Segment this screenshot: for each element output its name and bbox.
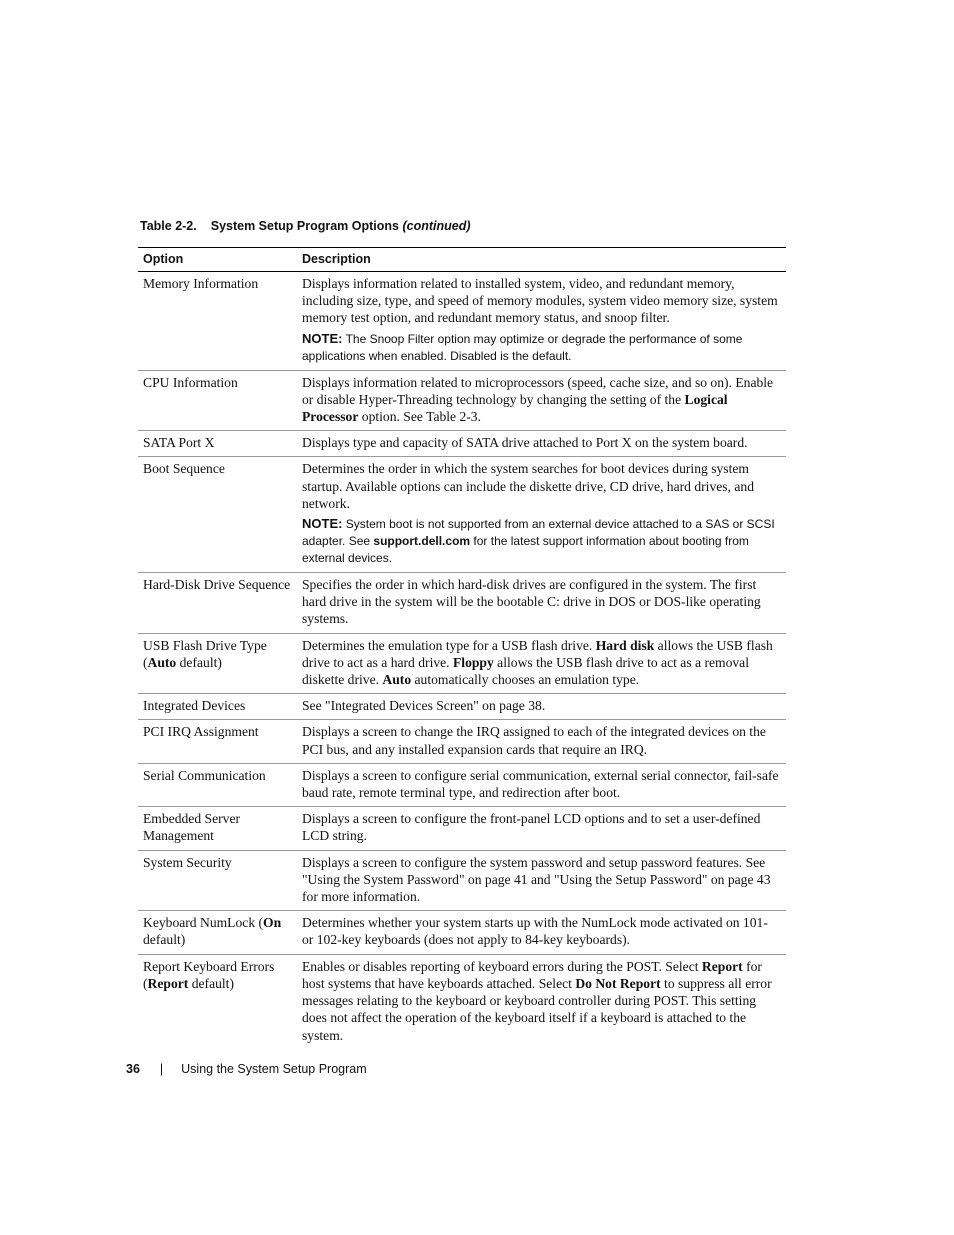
description-cell (297, 272, 786, 371)
text-run: USB Flash Drive Type ( (143, 637, 267, 670)
option-cell (138, 850, 297, 911)
text-run: PCI IRQ Assignment (143, 724, 259, 740)
text-run: default) (188, 975, 234, 991)
bold-term: Auto (382, 672, 412, 688)
text-run: See "Integrated Devices Screen" on page 38. (302, 698, 546, 714)
text-run: Displays information related to installed system, video, and redundant memory, including size, type, and speed of memory modules, system video memory size, system memory test option, and redundant memory status, and snoop filter. (302, 276, 778, 326)
text-run: Displays information related to microprocessors (speed, cache size, and so on). Enable or disable Hyper-Threading technology by changing the setting of the (302, 374, 774, 407)
bold-term: Floppy (452, 654, 494, 670)
bold-term: Report (147, 975, 189, 991)
text-run: The Snoop Filter option may optimize or degrade the performance of some applications when enabled. Disabled is the default. (302, 331, 743, 363)
description-cell (297, 457, 786, 573)
option-cell (138, 807, 297, 850)
bold-term: Hard disk (595, 637, 655, 653)
option-cell (138, 272, 297, 371)
text-run: Hard-Disk Drive Sequence (143, 577, 291, 593)
option-cell (138, 431, 297, 457)
text-run: System Security (143, 854, 232, 870)
description-text (302, 275, 782, 327)
page-footer (126, 1062, 367, 1076)
description-text (302, 767, 782, 801)
option-cell (138, 370, 297, 431)
description-cell (297, 807, 786, 850)
bold-term: Do Not Report (575, 975, 661, 991)
text-run: Boot Sequence (143, 461, 225, 477)
text-run: SATA Port X (143, 435, 215, 451)
text-run: Integrated Devices (143, 698, 246, 714)
text-run: option. See Table 2-3. (358, 409, 482, 425)
option-cell (138, 694, 297, 720)
description-text (302, 576, 782, 628)
table-row (138, 807, 786, 850)
text-run: Serial Communication (143, 767, 266, 783)
text-run: Displays a screen to configure the front-panel LCD options and to set a user-defined LCD string. (302, 811, 761, 844)
text-run: Enables or disables reporting of keyboard errors during the POST. Select (302, 958, 702, 974)
text-run: System boot is not supported from an external device attached to a SAS or SCSI adapter. See (302, 517, 775, 549)
description-cell (297, 573, 786, 634)
description-text (302, 810, 782, 844)
table-continued: (continued) (402, 219, 471, 233)
option-cell (138, 911, 297, 954)
text-run: Determines whether your system starts up with the NumLock mode activated on 101- or 102-key keyboards (does not apply to 84-key keyboards). (302, 915, 768, 948)
note-block (302, 515, 782, 567)
option-cell (138, 457, 297, 573)
text-run: automatically chooses an emulation type. (411, 672, 640, 688)
text-run: allows the USB flash drive to act as a hard drive. (302, 637, 773, 670)
text-run: Displays type and capacity of SATA drive attached to Port X on the system board. (302, 435, 748, 451)
description-cell (297, 694, 786, 720)
description-cell (297, 954, 786, 1049)
note-label: NOTE: (302, 516, 343, 532)
text-run: default) (143, 932, 186, 948)
text-run: to suppress all error messages relating to the keyboard or keyboard controller during POST. This setting does not affect the operation of the keyboard itself if a keyboard is attached to the system. (302, 975, 772, 1043)
table-row (138, 431, 786, 457)
table-body (138, 272, 786, 1049)
description-cell (297, 720, 786, 763)
bold-term: support.dell.com (373, 534, 471, 549)
text-run: Report Keyboard Errors ( (143, 958, 275, 991)
text-run: allows the USB flash drive to act as a removal diskette drive. (302, 654, 749, 688)
table-title: System Setup Program Options (210, 219, 399, 233)
table-caption (140, 219, 471, 233)
text-run: default) (176, 654, 222, 670)
note-block (302, 330, 782, 365)
table-row (138, 954, 786, 1049)
description-cell (297, 911, 786, 954)
table-row (138, 763, 786, 806)
text-run: Keyboard NumLock ( (143, 915, 264, 931)
bold-term: Report (701, 958, 743, 974)
table-row (138, 850, 786, 911)
text-run: Memory Information (143, 276, 259, 291)
description-cell (297, 763, 786, 806)
text-run: for host systems that have keyboards attached. Select (302, 958, 762, 991)
text-run: Determines the emulation type for a USB flash drive. (302, 637, 596, 653)
description-cell (297, 850, 786, 911)
text-run: Specifies the order in which hard-disk drives are configured in the system. The first hard drive in the system will be the bootable C: drive in DOS or DOS-like operating systems. (302, 577, 761, 627)
note-label: NOTE: (302, 330, 343, 346)
description-text (302, 374, 782, 426)
description-text (302, 460, 782, 512)
text-run: for the latest support information about booting from external devices. (302, 534, 749, 566)
table-number: Table 2-2. (140, 219, 197, 233)
option-cell (138, 720, 297, 763)
text-run: Displays a screen to configure the system password and setup password features. See "Using the System Password" on page 41 and "Using the Setup Password" on page 43 for more information. (302, 854, 771, 905)
description-text (302, 637, 782, 689)
text-run: Embedded Server Management (143, 811, 241, 844)
page-number: 36 (126, 1062, 140, 1076)
table-row (138, 720, 786, 763)
option-cell (138, 573, 297, 634)
header-option: Option (138, 248, 297, 272)
description-text (302, 914, 782, 948)
bold-term: On (263, 915, 282, 931)
description-text (302, 958, 782, 1044)
description-text (302, 697, 782, 714)
description-cell (297, 431, 786, 457)
table-row (138, 573, 786, 634)
description-text (302, 723, 782, 757)
table-header-row (138, 248, 786, 272)
text-run: Displays a screen to configure serial communication, external serial connector, fail-safe baud rate, remote terminal type, and redirection after boot. (302, 767, 779, 801)
table-row (138, 911, 786, 954)
description-cell (297, 633, 786, 694)
table-row (138, 370, 786, 431)
text-run: CPU Information (143, 374, 238, 390)
description-cell (297, 370, 786, 431)
option-cell (138, 633, 297, 694)
option-cell (138, 763, 297, 806)
table-row (138, 272, 786, 371)
options-table (138, 247, 786, 1049)
description-text (302, 854, 782, 906)
header-description: Description (297, 248, 786, 272)
table-row (138, 457, 786, 573)
option-cell (138, 954, 297, 1049)
table-row (138, 694, 786, 720)
footer-section-title: Using the System Setup Program (181, 1062, 367, 1076)
bold-term: Logical Processor (302, 391, 728, 425)
bold-term: Auto (147, 654, 177, 670)
text-run: Determines the order in which the system searches for boot devices during system startup. Available options can include the diskette drive, CD drive, hard drives, and network. (302, 461, 754, 511)
description-text (302, 434, 782, 451)
table-row (138, 633, 786, 694)
text-run: Displays a screen to change the IRQ assigned to each of the integrated devices on the PCI bus, and any installed expansion cards that require an IRQ. (302, 724, 766, 757)
footer-separator: | (159, 1062, 164, 1076)
